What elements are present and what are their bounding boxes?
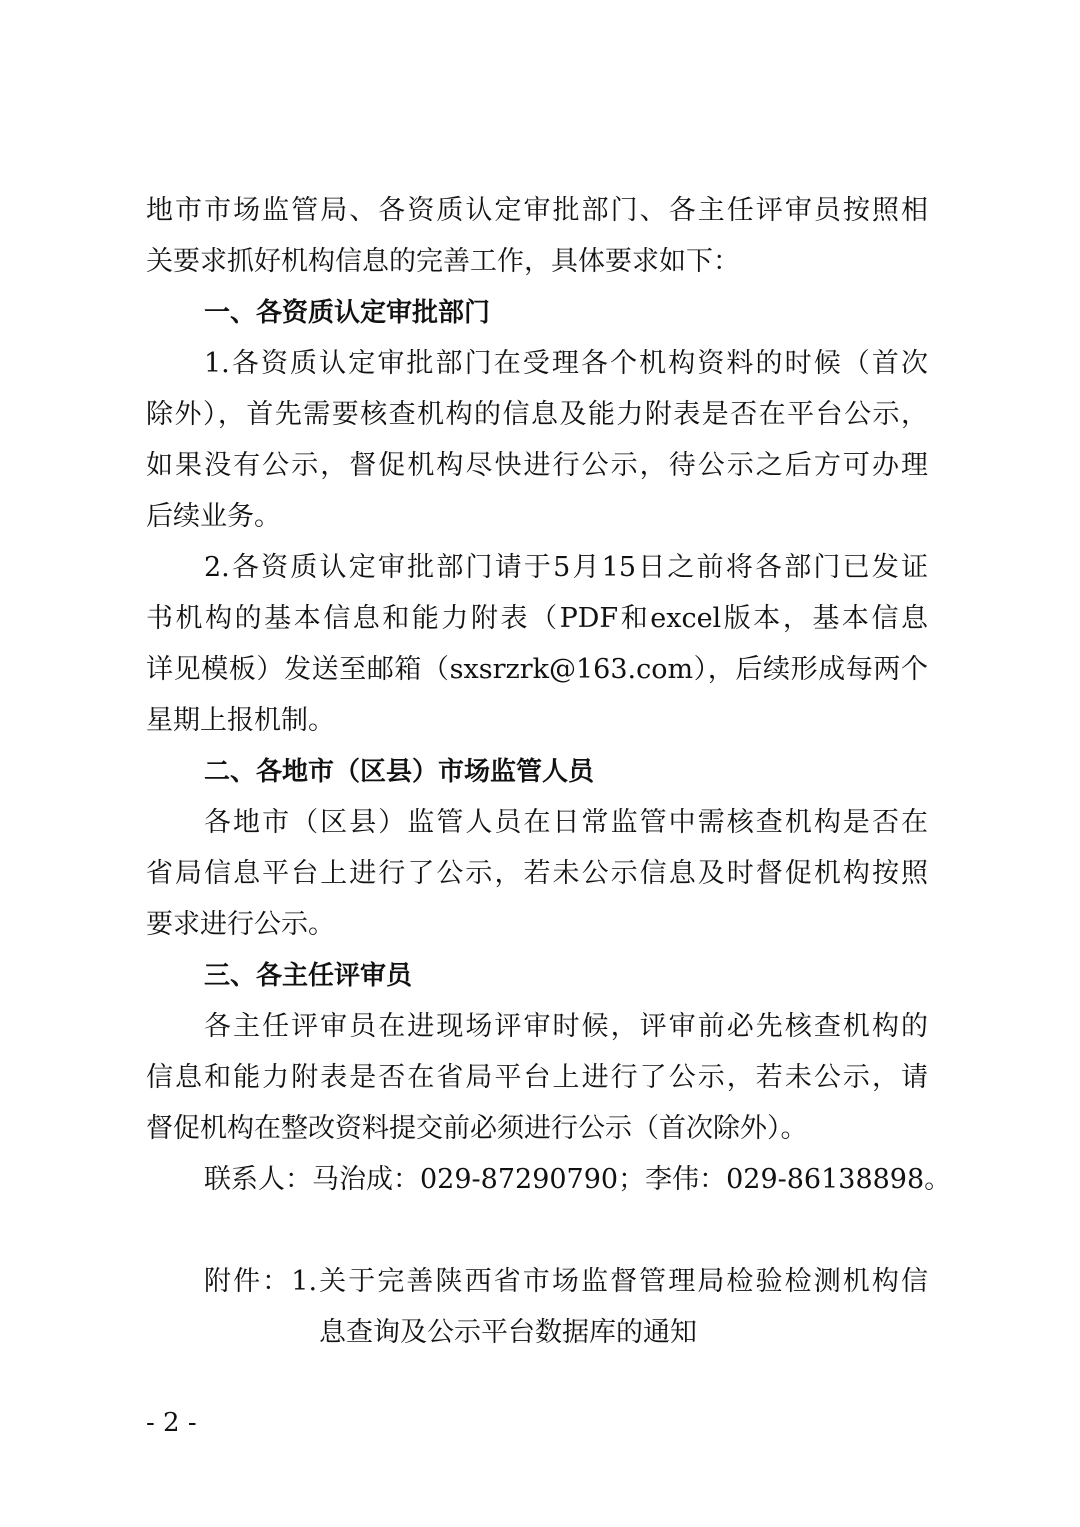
contact-line: 联系人：马治成：029-87290790；李伟：029-86138898。 <box>204 1164 952 1195</box>
body-text-line: 省局信息平台上进行了公示，若未公示信息及时督促机构按照 <box>146 858 928 889</box>
body-text-line: 详见模板）发送至邮箱（sxsrzrk@163.com），后续形成每两个 <box>146 654 928 685</box>
body-text-line: 星期上报机制。 <box>146 705 335 736</box>
attachment-line-continued: 息查询及公示平台数据库的通知 <box>319 1317 697 1348</box>
body-text-line: 要求进行公示。 <box>146 909 335 940</box>
body-text-line: 除外），首先需要核查机构的信息及能力附表是否在平台公示， <box>146 399 928 430</box>
page-number: - 2 - <box>146 1408 197 1438</box>
body-text-line: 2.各资质认定审批部门请于5月15日之前将各部门已发证 <box>204 552 928 583</box>
section-heading-3: 三、各主任评审员 <box>204 961 413 991</box>
body-text-line: 1.各资质认定审批部门在受理各个机构资料的时候（首次 <box>204 348 928 379</box>
section-heading-2: 二、各地市（区县）市场监管人员 <box>204 757 595 787</box>
body-text-line: 督促机构在整改资料提交前必须进行公示（首次除外）。 <box>146 1113 808 1144</box>
body-text-line: 后续业务。 <box>146 501 281 532</box>
body-text-line: 地市市场监管局、各资质认定审批部门、各主任评审员按照相 <box>146 195 928 226</box>
section-heading-1: 一、各资质认定审批部门 <box>204 298 491 328</box>
body-text-line: 关要求抓好机构信息的完善工作，具体要求如下： <box>146 246 740 277</box>
attachment-line: 附件：1.关于完善陕西省市场监督管理局检验检测机构信 <box>204 1266 928 1297</box>
body-text-line: 信息和能力附表是否在省局平台上进行了公示，若未公示，请 <box>146 1062 928 1093</box>
body-text-line: 如果没有公示，督促机构尽快进行公示，待公示之后方可办理 <box>146 450 928 481</box>
body-text-line: 各地市（区县）监管人员在日常监管中需核查机构是否在 <box>204 807 928 838</box>
body-text-line: 书机构的基本信息和能力附表（PDF和excel版本，基本信息 <box>146 603 928 634</box>
body-text-line: 各主任评审员在进现场评审时候，评审前必先核查机构的 <box>204 1011 928 1042</box>
